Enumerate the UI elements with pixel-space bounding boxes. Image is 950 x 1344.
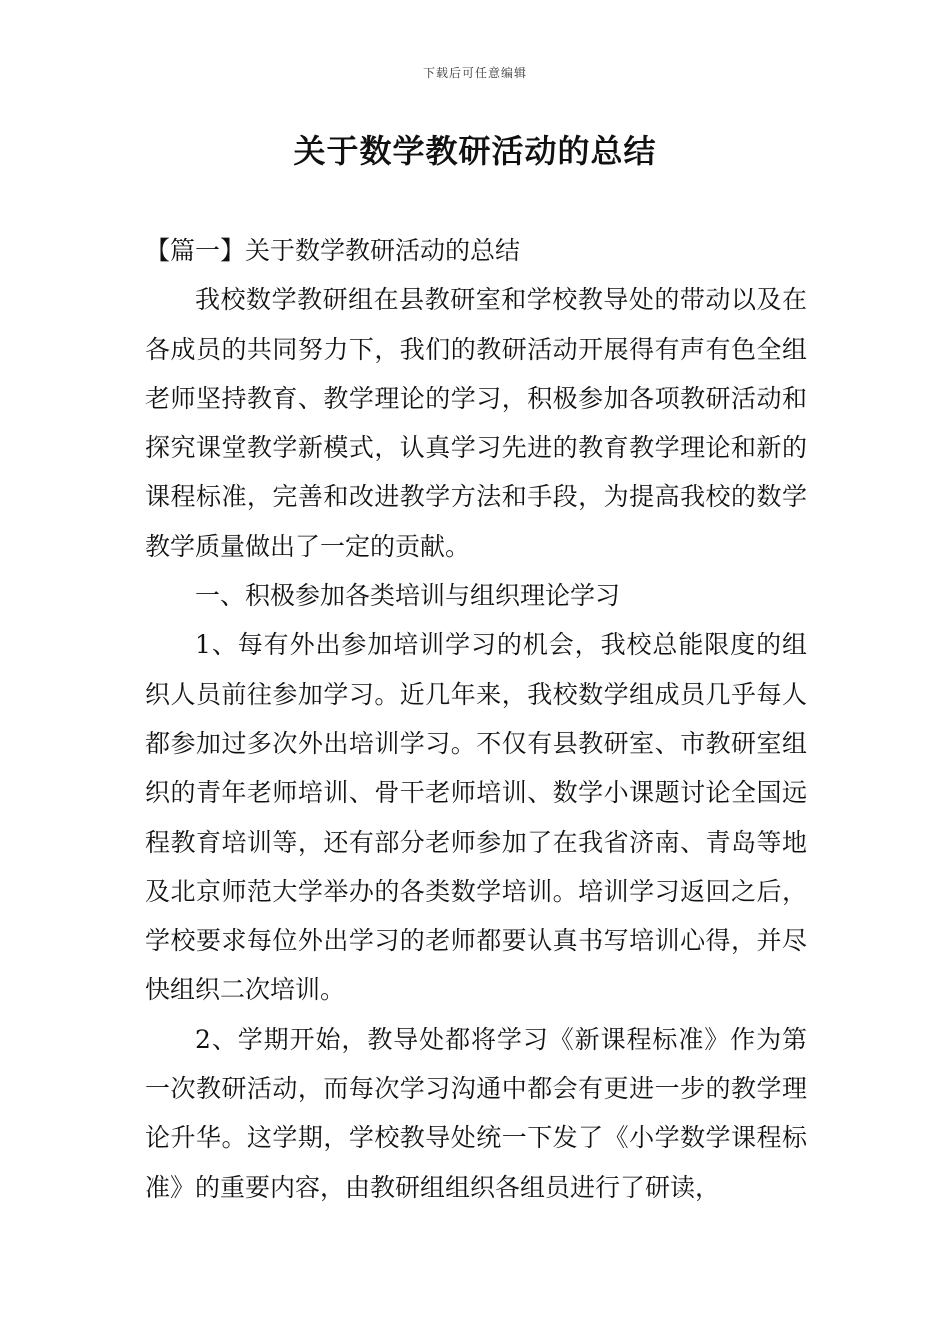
paragraph-item-2: 2、学期开始，教导处都将学习《新课程标准》作为第一次教研活动，而每次学习沟通中都会有更进一步的教学理论升华。这学期，学校教导处统一下发了《小学数学课程标准》的重要内容，由教研组组织各组员进行了研读，	[145, 1024, 807, 1202]
paragraph-item-1: 1、每有外出参加培训学习的机会，我校总能限度的组织人员前往参加学习。近几年来，我校数学组成员几乎每人都参加过多次外出培训学习。不仅有县教研室、市教研室组织的青年老师培训、骨干老师培训、数学小课题讨论全国远程教育培训等，还有部分老师参加了在我省济南、青岛等地及北京师范大学举办的各类数学培训。培训学习返回之后，学校要求每位外出学习的老师都要认真书写培训心得，并尽快组织二次培训。	[145, 630, 807, 1005]
paragraph-intro: 我校数学教研组在县教研室和学校教导处的带动以及在各成员的共同努力下，我们的教研活动开展得有声有色全组老师坚持教育、教学理论的学习，积极参加各项教研活动和探究课堂教学新模式，认真学习先进的教育教学理论和新的课程标准，完善和改进教学方法和手段，为提高我校的数学教学质量做出了一定的贡献。	[145, 285, 807, 561]
document-title: 关于数学教研活动的总结	[293, 132, 657, 170]
document-body	[145, 226, 807, 1212]
paragraph-subheading: 一、积极参加各类培训与组织理论学习	[195, 581, 621, 611]
section-heading: 【篇一】关于数学教研活动的总结	[145, 236, 521, 265]
page-header-note: 下载后可任意编辑	[422, 66, 527, 80]
